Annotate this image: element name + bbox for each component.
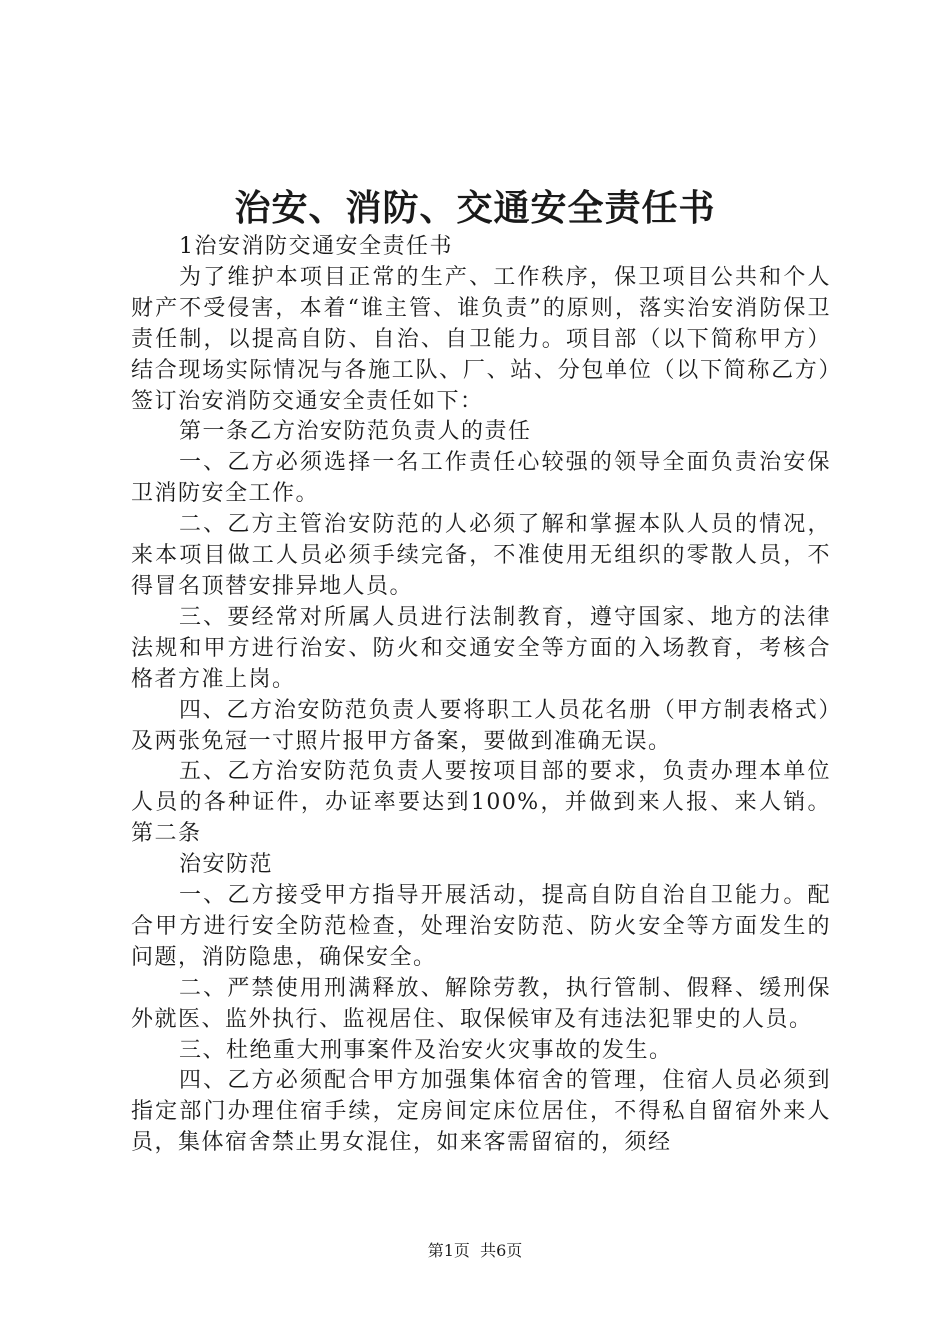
page-footer [0,1240,950,1262]
paragraph-item: 五、乙方治安防范负责人要按项目部的要求，负责办理本单位人员的各种证件，办证率要达到100%，并做到来人报、来人销。第二条 [131,759,831,847]
document-body [131,232,831,1159]
page-number: 第1页 [427,1241,470,1260]
paragraph-item: 三、要经常对所属人员进行法制教育，遵守国家、地方的法律法规和甲方进行治安、防火和交通安全等方面的入场教育，考核合格者方准上岗。 [131,604,831,692]
paragraph-item: 三、杜绝重大刑事案件及治安火灾事故的发生。 [179,1037,673,1063]
paragraph-item: 二、乙方主管治安防范的人必须了解和掌握本队人员的情况，来本项目做工人员必须手续完备，不准使用无组织的零散人员，不得冒名顶替安排异地人员。 [131,512,831,599]
paragraph-item: 二、严禁使用刑满释放、解除劳教，执行管制、假释、缓刑保外就医、监外执行、监视居住、取保候审及有违法犯罪史的人员。 [131,975,831,1032]
paragraph-item: 四、乙方治安防范负责人要将职工人员花名册（甲方制表格式）及两张免冠一寸照片报甲方备案，要做到准确无误。 [131,697,831,754]
paragraph-article-2-title: 治安防范 [179,852,274,878]
paragraph-intro: 为了维护本项目正常的生产、工作秩序，保卫项目公共和个人财产不受侵害，本着“谁主管、谁负责”的原则，落实治安消防保卫责任制，以提高自防、自治、自卫能力。项目部（以下简称甲方）结合现场实际情况与各施工队、厂、站、分包单位（以下简称乙方）签订治安消防交通安全责任如下： [131,264,831,414]
paragraph-item: 一、乙方接受甲方指导开展活动，提高自防自治自卫能力。配合甲方进行安全防范检查，处理治安防范、防火安全等方面发生的问题，消防隐患，确保安全。 [131,883,831,970]
page-total: 共6页 [480,1241,523,1260]
document-title: 治安、消防、交通安全责任书 [234,187,716,229]
paragraph-item: 四、乙方必须配合甲方加强集体宿舍的管理，住宿人员必须到指定部门办理住宿手续，定房间定床位居住，不得私自留宿外来人员，集体宿舍禁止男女混住，如来客需留宿的，须经 [131,1068,831,1156]
paragraph-item: 一、乙方必须选择一名工作责任心较强的领导全面负责治安保卫消防安全工作。 [131,450,831,507]
paragraph-article-1-title: 第一条乙方治安防范负责人的责任 [179,419,532,445]
paragraph-heading: 1治安消防交通安全责任书 [179,234,453,259]
